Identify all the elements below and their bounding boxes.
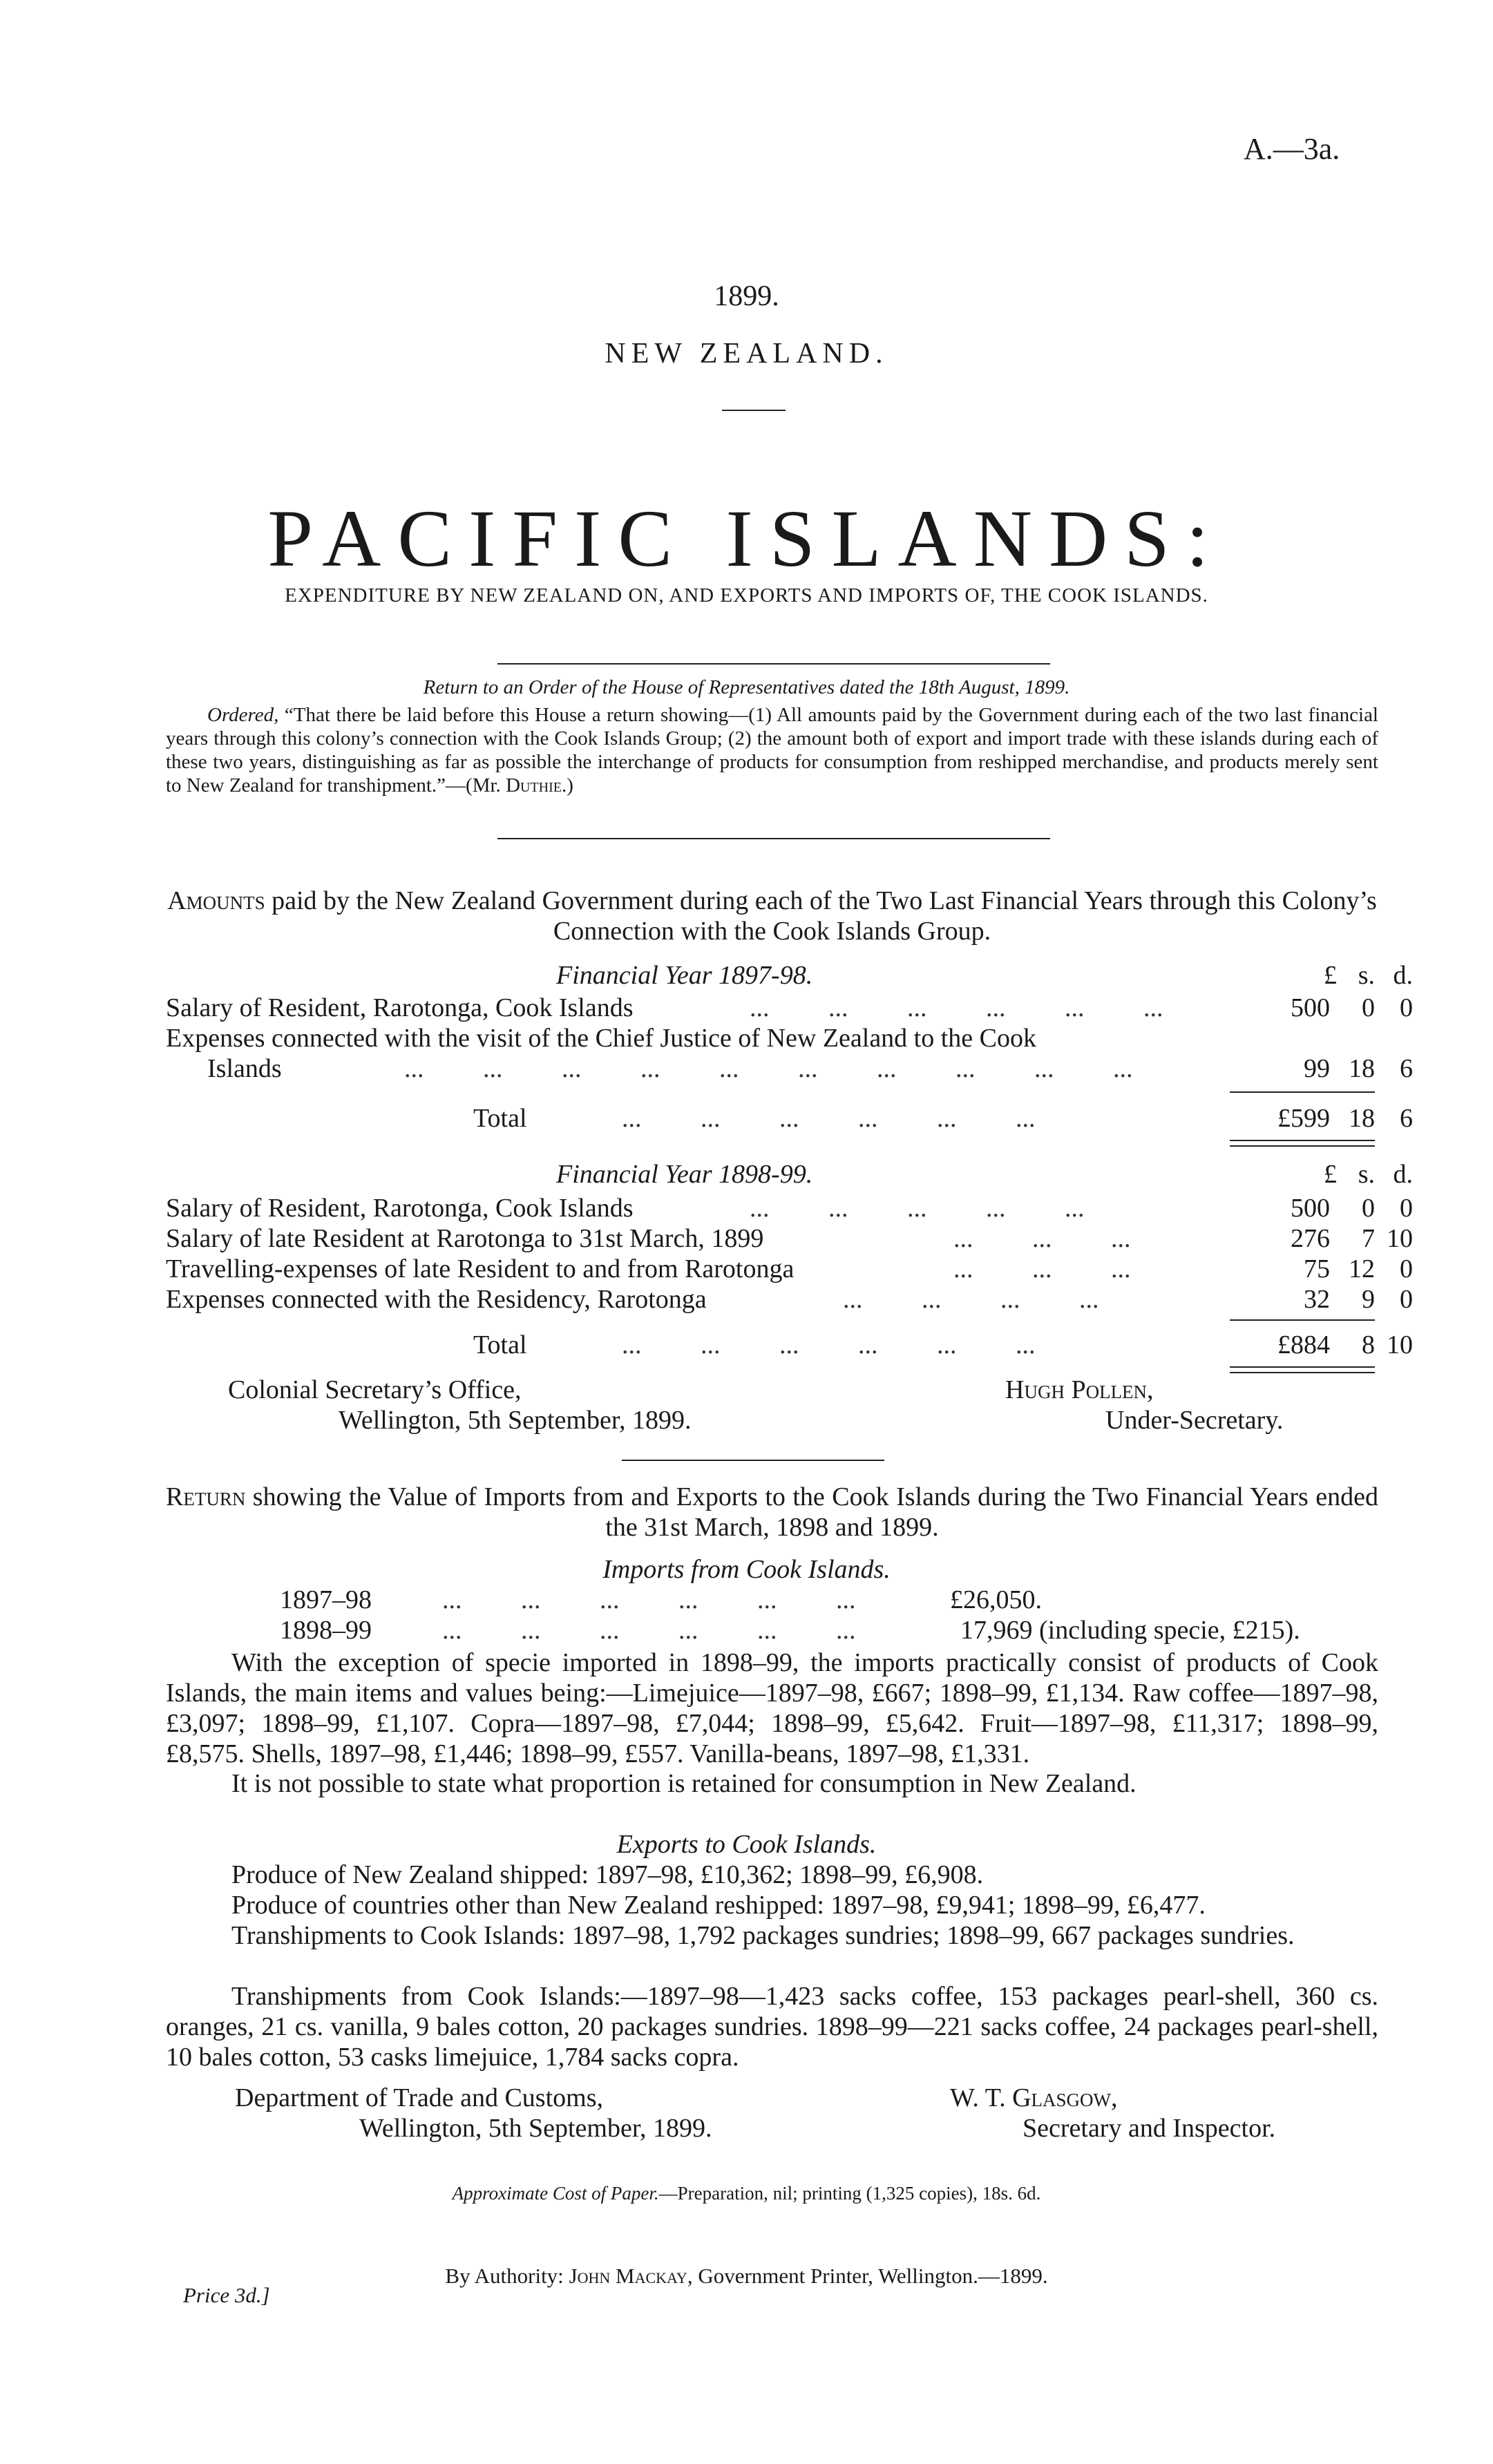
row-pound: 276 (1291, 1224, 1330, 1253)
exports-line: Transhipments from Cook Islands:—1897–98—1,423 sacks coffee, 153 packages pearl-shell, 360 cs. oranges, 21 cs. vanilla, 9 bales cotton, 20 packages sundries. 1898–99—221 sacks coffee, 24 packages pearl-shell, 10 bales cotton, 53 casks limejuice, 1,784 sacks copra. (166, 1982, 1378, 2072)
cost-label: Approximate Cost of Paper. (452, 2183, 659, 2204)
fy2-sum-rule (1230, 1319, 1375, 1321)
ordered-word: Ordered, (207, 704, 279, 726)
order-text (166, 703, 1378, 797)
price-note: Price 3d.] (183, 2283, 270, 2307)
retained-paragraph: It is not possible to state what proportion is retained for consumption in New Zealand. (231, 1769, 1137, 1798)
total-shillings: 8 (1362, 1330, 1375, 1359)
row-label: Expenses connected with the Residency, Rarotonga (166, 1285, 707, 1314)
row-pound: 500 (1291, 993, 1330, 1022)
fy1-label: Financial Year 1897-98. (556, 961, 813, 990)
row-pence: 6 (1400, 1054, 1413, 1083)
customs-signer-title: Secretary and Inspector. (1023, 2114, 1276, 2143)
amounts-heading (166, 886, 1378, 946)
fy1-col-d: d. (1393, 961, 1413, 990)
return-heading-text: showing the Value of Imports from and Exports to the Cook Islands during the Two Financial Years ended the 31st March, 1898 and 1899. (245, 1482, 1378, 1542)
order-heading: Return to an Order of the House of Representatives dated the 18th August, 1899. (423, 676, 1070, 698)
row-pence: 10 (1387, 1224, 1413, 1253)
total-label: Total (473, 1330, 527, 1359)
import-value: £26,050. (950, 1585, 1042, 1614)
imports-heading: Imports from Cook Islands. (602, 1555, 891, 1584)
row-shillings: 9 (1362, 1285, 1375, 1314)
exports-line: Produce of countries other than New Zealand reshipped: 1897–98, £9,941; 1898–99, £6,477. (231, 1891, 1206, 1920)
row-label: Expenses connected with the visit of the Chief Justice of New Zealand to the Cook (166, 1024, 1037, 1053)
order-close: .) (562, 774, 573, 796)
order-body: “That there be laid before this House a return showing—(1) All amounts paid by the Government during each of the two last financial years through this colony’s connection with the Cook Islands Group; (2) the amount both of export and import trade with these islands during each of these two years, distinguishing as far as possible the interchange of products for consumption from reshipped merchandise, and products merely sent to New Zealand for transhipment.”—(Mr. (166, 704, 1378, 796)
fy2-col-pound: £ (1324, 1160, 1337, 1189)
row-label-cont: Islands (207, 1054, 282, 1083)
row-label: Salary of Resident, Rarotonga, Cook Islands (166, 1194, 634, 1223)
office-date: Wellington, 5th September, 1899. (339, 1406, 692, 1435)
row-pence: 0 (1400, 1285, 1413, 1314)
row-label: Salary of Resident, Rarotonga, Cook Islands (166, 993, 634, 1022)
row-pound: 75 (1304, 1254, 1330, 1283)
imprint-printer: John Mackay (569, 2264, 687, 2288)
country-heading: NEW ZEALAND. (605, 338, 888, 370)
row-pence: 0 (1400, 993, 1413, 1022)
page-subtitle: EXPENDITURE BY NEW ZEALAND ON, AND EXPORTS AND IMPORTS OF, THE COOK ISLANDS. (285, 584, 1208, 607)
row-pence: 0 (1400, 1194, 1413, 1223)
amounts-heading-text: paid by the New Zealand Government during each of the Two Last Financial Years through this Colony’s Connection with the Cook Islands Group. (265, 886, 1377, 946)
imprint-suffix: , Government Printer, Wellington.—1899. (687, 2264, 1048, 2288)
total-pence: 6 (1400, 1104, 1413, 1133)
fy2-col-s: s. (1358, 1160, 1375, 1189)
return-heading (166, 1482, 1378, 1543)
department-name: Department of Trade and Customs, (235, 2083, 604, 2112)
order-divider (497, 838, 1050, 839)
row-shillings: 18 (1349, 1054, 1375, 1083)
import-year: 1897–98 (280, 1585, 372, 1614)
row-pound: 32 (1304, 1285, 1330, 1314)
row-shillings: 7 (1362, 1224, 1375, 1253)
subtitle-divider (497, 663, 1050, 665)
fy1-col-s: s. (1358, 961, 1375, 990)
fy1-total-double-rule (1230, 1140, 1375, 1147)
fy1-col-pound: £ (1324, 961, 1337, 990)
order-member: Duthie (506, 774, 562, 796)
exports-line: Transhipments to Cook Islands: 1897–98, 1,792 packages sundries; 1898–99, 667 packages sundries. (231, 1921, 1295, 1950)
row-pence: 0 (1400, 1254, 1413, 1283)
total-pound: £884 (1277, 1330, 1330, 1359)
header-divider (722, 410, 786, 411)
row-shillings: 12 (1349, 1254, 1375, 1283)
signer-name: Hugh Pollen, (1005, 1375, 1154, 1404)
row-pound: 99 (1304, 1054, 1330, 1083)
return-lead: Return (166, 1482, 246, 1511)
exports-heading: Exports to Cook Islands. (616, 1830, 877, 1859)
cost-text: —Preparation, nil; printing (1,325 copies), 18s. 6d. (658, 2183, 1041, 2204)
total-shillings: 18 (1349, 1104, 1375, 1133)
fy2-total-double-rule (1230, 1366, 1375, 1373)
total-pence: 10 (1387, 1330, 1413, 1359)
department-date: Wellington, 5th September, 1899. (359, 2114, 712, 2143)
document-year: 1899. (714, 280, 779, 312)
fy1-sum-rule (1230, 1091, 1375, 1093)
exports-line: Produce of New Zealand shipped: 1897–98, £10,362; 1898–99, £6,908. (231, 1860, 984, 1889)
signer-title: Under-Secretary. (1105, 1406, 1284, 1435)
office-name: Colonial Secretary’s Office, (228, 1375, 522, 1404)
customs-signer-name: W. T. Glasgow, (950, 2083, 1118, 2112)
fy2-label: Financial Year 1898-99. (556, 1160, 813, 1189)
total-label: Total (473, 1104, 527, 1133)
imprint-prefix: By Authority: (445, 2264, 569, 2288)
imports-paragraph: With the exception of specie imported in 1898–99, the imports practically consist of products of Cook Islands, the main items and values being:—Limejuice—1897–98, £667; 1898–99, £1,134. Raw coffee—1897–98, £3,097; 1898–99, £1,107. Copra—1897–98, £7,044; 1898–99, £5,642. Fruit—1897–98, £11,317; 1898–99, £8,575. Shells, 1897–98, £1,446; 1898–99, £557. Vanilla-beans, 1897–98, £1,331. (166, 1648, 1378, 1768)
page-title: PACIFIC ISLANDS: (267, 493, 1226, 584)
section-divider (622, 1460, 884, 1461)
amounts-lead: Amounts (167, 886, 265, 915)
row-shillings: 0 (1362, 1194, 1375, 1223)
import-year: 1898–99 (280, 1616, 372, 1645)
row-label: Travelling-expenses of late Resident to and from Rarotonga (166, 1254, 795, 1283)
row-shillings: 0 (1362, 993, 1375, 1022)
import-value: 17,969 (including specie, £215). (960, 1616, 1300, 1645)
row-label: Salary of late Resident at Rarotonga to 31st March, 1899 (166, 1224, 764, 1253)
cost-note (0, 2183, 1493, 2204)
total-pound: £599 (1277, 1104, 1330, 1133)
fy2-col-d: d. (1393, 1160, 1413, 1189)
document-reference: A.—3a. (1244, 132, 1340, 166)
row-pound: 500 (1291, 1194, 1330, 1223)
